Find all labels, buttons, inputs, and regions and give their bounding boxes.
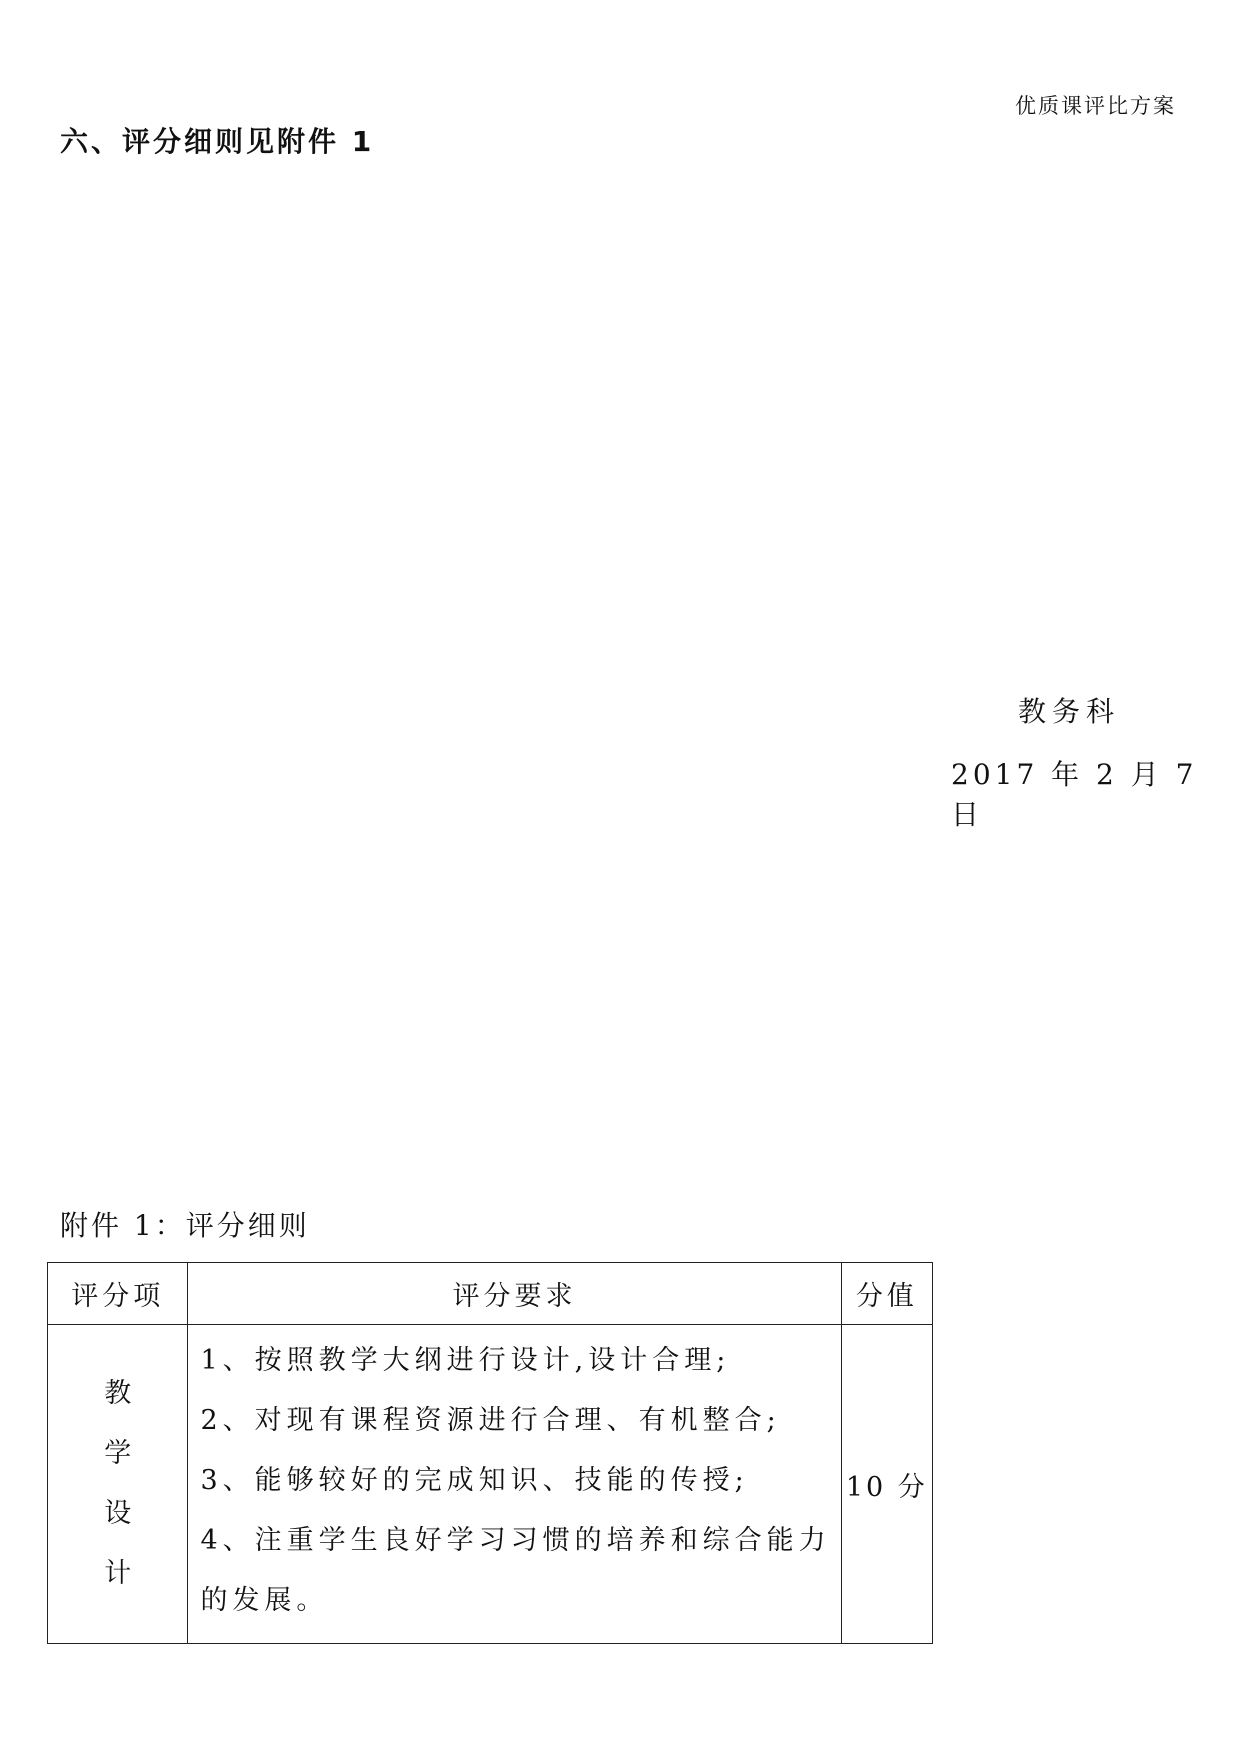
requirements-cell [188,1325,841,1644]
scoring-rubric-table [47,1262,933,1644]
table-row [48,1325,933,1644]
requirement-line: 3、能够较好的完成知识、技能的传授; [200,1465,749,1496]
table-header-row [48,1263,933,1325]
requirement-line: 2、对现有课程资源进行合理、有机整合; [200,1405,781,1436]
signature-office: 教务科 [1018,695,1121,728]
item-char: 设 [104,1498,132,1529]
item-char: 学 [104,1438,132,1469]
item-char: 计 [104,1558,132,1589]
signature-date: 2017 年 2 月 7 日 [951,758,1198,831]
attachment-title: 附件 1：评分细则 [60,1209,310,1242]
requirement-line: 1、按照教学大纲进行设计,设计合理; [200,1345,731,1376]
item-char: 教 [104,1378,132,1409]
header-cell-score: 分值 [841,1263,932,1325]
requirement-line: 的发展。 [200,1585,329,1616]
section-heading: 六、评分细则见附件 1 [60,125,375,158]
score-cell: 10 分 [841,1325,932,1644]
requirement-line: 4、注重学生良好学习习惯的培养和综合能力 [200,1525,831,1556]
header-cell-item: 评分项 [48,1263,188,1325]
document-header-title: 优质课评比方案 [1015,94,1176,118]
header-cell-requirements: 评分要求 [188,1263,841,1325]
item-cell [48,1325,188,1644]
